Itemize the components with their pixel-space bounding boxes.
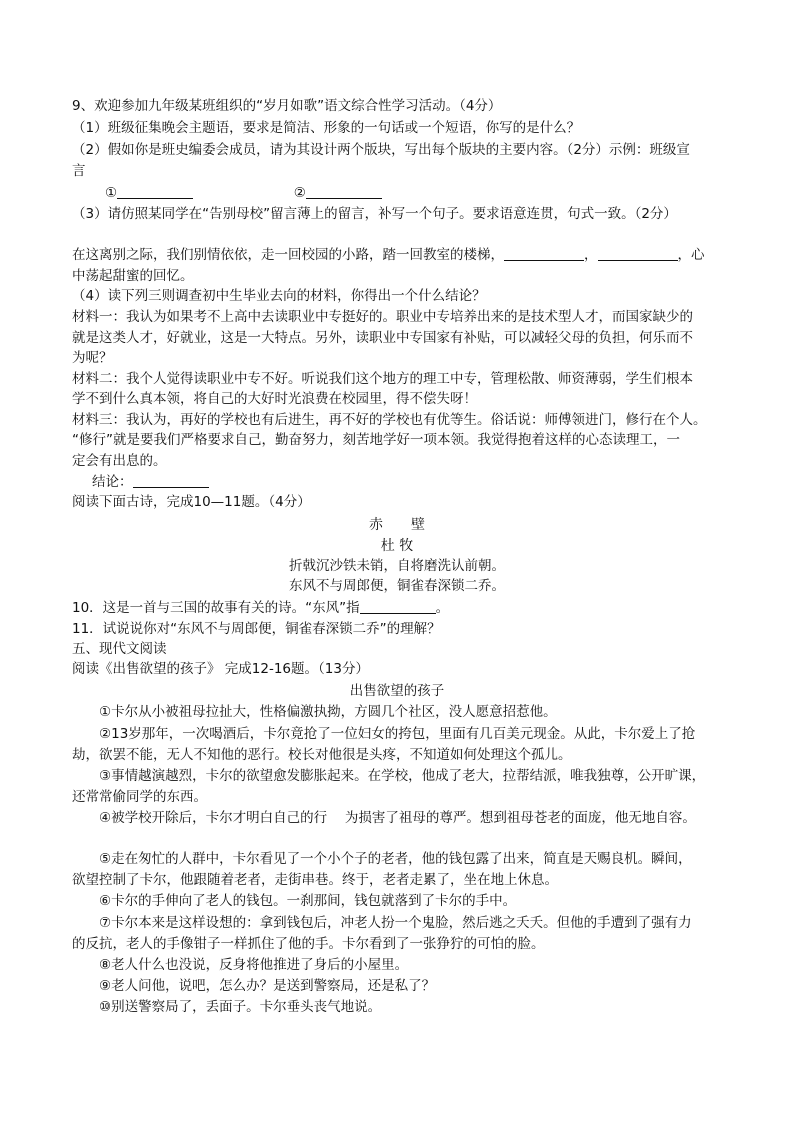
poem-title: 赤 壁 (369, 517, 425, 533)
story-para-3-line1: ③事情越演越烈，卡尔的欲望愈发膨胀起来。在学校，他成了老大，拉帮结派，唯我独尊，公开旷课， (99, 768, 706, 784)
story-para-4: ④被学校开除后，卡尔才明白自己的行 为损害了祖母的尊严。想到祖母苍老的面庞，他无地自容。 (99, 810, 696, 826)
blank-section-1[interactable] (117, 184, 193, 199)
message-end: ，心 (677, 247, 705, 263)
q10-text: 10．这是一首与三国的故事有关的诗。“东风”指 (72, 600, 360, 616)
story-para-3-line2: 还常常偷同学的东西。 (72, 789, 207, 805)
comma: ， (584, 247, 598, 263)
material1-line3: 为呢？ (72, 350, 113, 366)
q11: 11．试说说你对“东风不与周郎便，铜雀春深锁二乔”的理解？ (72, 621, 441, 637)
blank-q10[interactable] (360, 599, 436, 614)
material3-line2: “修行”就是要我们严格要求自己，勤奋努力，刻苦地学好一项本领。我觉得抱着这样的心态读理工，一 (72, 432, 680, 448)
message-line1 (72, 245, 732, 265)
material1-line1: 材料一：我认为如果考不上高中去读职业中专挺好的。职业中专培养出来的是技术型人才，而国家缺少的 (72, 309, 693, 325)
section-blanks-row (105, 183, 765, 203)
poem-line2: 东风不与周郎便，铜雀春深锁二乔。 (289, 578, 505, 594)
story-para-2-line1: ②13岁那年，一次喝酒后，卡尔竟抢了一位妇女的挎包，里面有几百美元现金。从此，卡尔爱上了抢 (99, 726, 696, 742)
section5-heading: 五、现代文阅读 (72, 641, 167, 657)
story-para-8: ⑧老人什么也没说，反身将他推进了身后的小屋里。 (99, 957, 409, 973)
story-para-5-line2: 欲望控制了卡尔，他跟随着老者，走街串巷。终于，老者走累了，坐在地上休息。 (72, 872, 558, 888)
message-text: 在这离别之际，我们别情依依，走一回校园的小路，踏一回教室的楼梯， (72, 247, 504, 263)
section5-intro: 阅读《出售欲望的孩子》 完成12-16题。（13分） (72, 661, 369, 677)
q9-part1: （1）班级征集晚会主题语，要求是简洁、形象的一句话或一个短语，你写的是什么？ (72, 120, 581, 136)
q9-intro: 9、欢迎参加九年级某班组织的“岁月如歌”语文综合性学习活动。（4分） (72, 98, 502, 114)
material2-line1: 材料二：我个人觉得读职业中专不好。听说我们这个地方的理工中专，管理松散、师资薄弱，学生们根本 (72, 371, 693, 387)
story-para-5-line1: ⑤走在匆忙的人群中，卡尔看见了一个小个子的老者，他的钱包露了出来，简直是天赐良机。瞬间， (99, 851, 692, 867)
material1-line2: 就是这类人才，好就业，这是一大特点。另外，读职业中专国家有补贴，可以减轻父母的负担，何乐而不 (72, 330, 693, 346)
q9-part2-line1: （2）假如你是班史编委会成员，请为其设计两个版块，写出每个版块的主要内容。（2分）示例：班级宣 (72, 142, 690, 158)
q9-part3: （3）请仿照某同学在“告别母校”留言薄上的留言，补写一个句子。要求语意连贯，句式一致。（2分） (72, 206, 677, 222)
story-para-6: ⑥卡尔的手伸向了老人的钱包。一刹那间，钱包就落到了卡尔的手中。 (99, 893, 517, 909)
story-para-9: ⑨老人问他，说吧，怎么办？是送到警察局，还是私了？ (99, 978, 436, 994)
conclusion-row (92, 472, 752, 492)
message-line2: 中荡起甜蜜的回忆。 (72, 268, 194, 284)
poem-line1: 折戟沉沙铁未销，自将磨洗认前朝。 (289, 558, 505, 574)
q10-end: 。 (435, 600, 450, 616)
poem-author: 杜 牧 (380, 538, 414, 554)
blank-conclusion[interactable] (133, 473, 209, 488)
blank-section-2[interactable] (306, 184, 382, 199)
story-para-10: ⑩别送警察局了，丢面子。卡尔垂头丧气地说。 (99, 999, 382, 1015)
blank-message-2[interactable] (598, 246, 678, 261)
story-title: 出售欲望的孩子 (349, 683, 445, 699)
blank-marker-1: ① (105, 185, 118, 201)
q10-row (72, 598, 732, 618)
material2-line2: 学不到什么真本领，将自己的大好时光浪费在校园里，得不偿失呀！ (72, 391, 477, 407)
conclusion-label: 结论： (92, 474, 133, 490)
material3-line3: 定会有出息的。 (72, 453, 167, 469)
q9-part2-line2: 言 (72, 163, 86, 179)
story-para-1: ①卡尔从小被祖母拉扯大，性格偏激执拗，方圆几个社区，没人愿意招惹他。 (99, 704, 557, 720)
q9-part4: （4）读下列三则调查初中生毕业去向的材料，你得出一个什么结论？ (72, 288, 486, 304)
blank-message-1[interactable] (504, 246, 584, 261)
story-para-7-line2: 的反抗，老人的手像钳子一样抓住了他的手。卡尔看到了一张狰狞的可怕的脸。 (72, 936, 545, 952)
blank-marker-2: ② (293, 185, 306, 201)
material3-line1: 材料三：我认为，再好的学校也有后进生，再不好的学校也有优等生。俗话说：师傅领进门，修行在个人。 (72, 412, 707, 428)
story-para-2-line2: 劫，欲罢不能，无人不知他的恶行。校长对他很是头疼，不知道如何处理这个孤儿。 (72, 747, 572, 763)
poem-intro: 阅读下面古诗，完成10—11题。（4分） (72, 494, 311, 510)
story-para-7-line1: ⑦卡尔本来是这样设想的：拿到钱包后，冲老人扮一个鬼脸，然后逃之夭夭。但他的手遭到了强有力 (99, 915, 692, 931)
